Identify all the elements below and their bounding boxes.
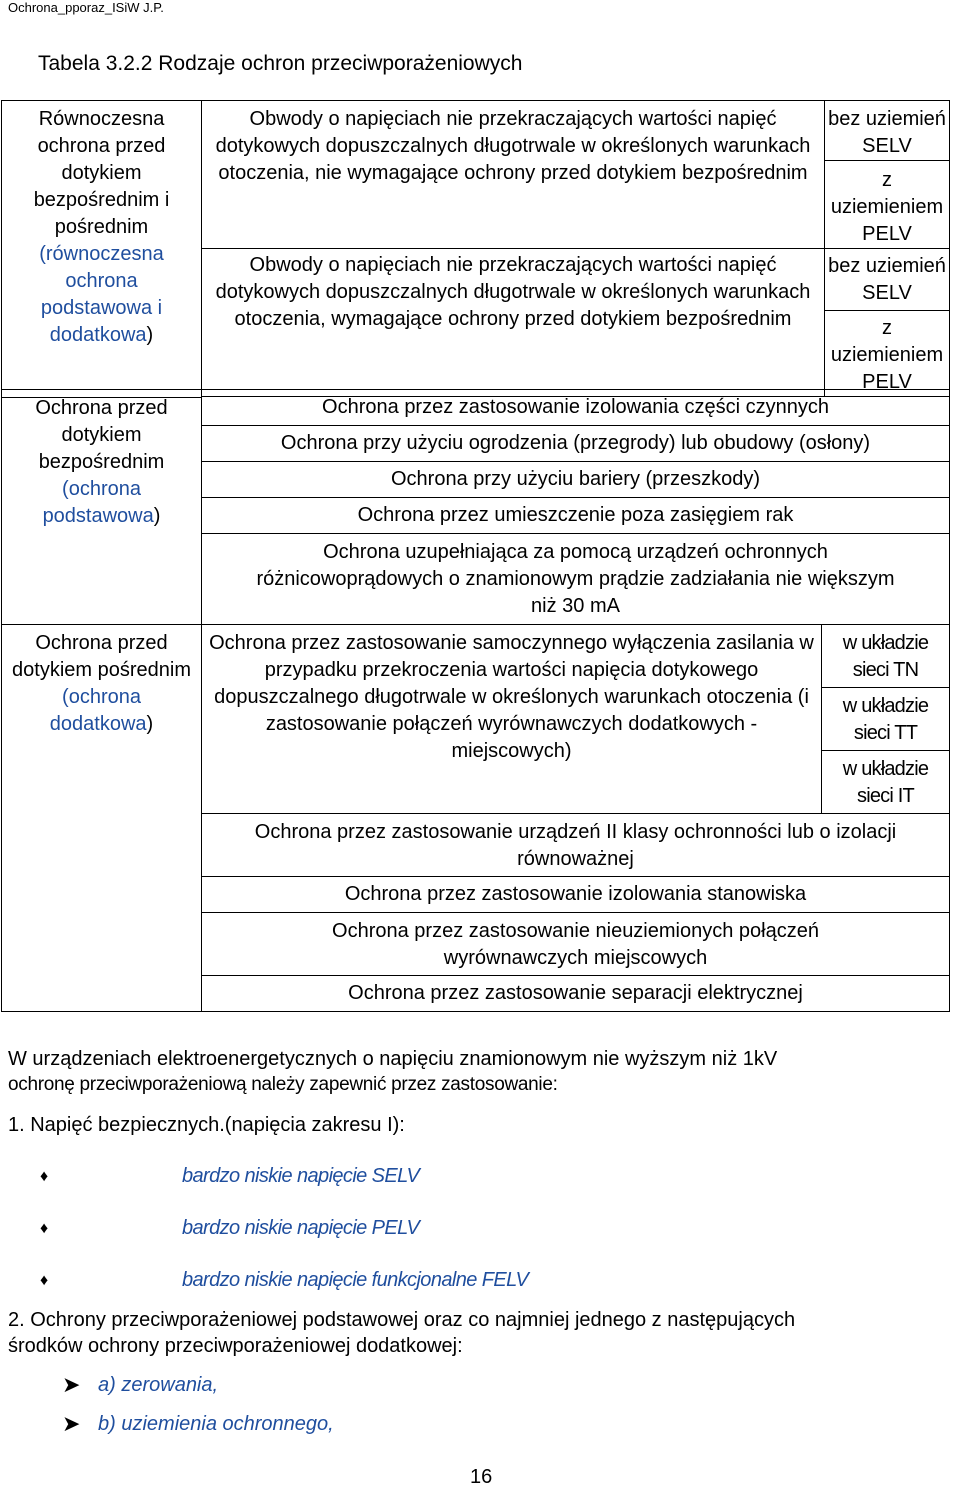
diamond-bullet-icon: ♦ [40, 1220, 49, 1237]
left-cell-indirect [2, 625, 202, 1012]
indirect-protection-4: Ochrona przez zastosowanie separacji elektrycznej [202, 976, 950, 1012]
protection-types-table-lower [1, 389, 950, 1012]
paragraph-intro-line1: W urządzeniach elektroenergetycznych o napięciu znamionowym nie wyższym niż 1kV [8, 1048, 778, 1070]
table-title: Tabela 3.2.2 Rodzaje ochron przeciwporażeniowych [38, 52, 523, 75]
bullet-felv: bardzo niskie napięcie funkcjonalne FELV [182, 1269, 529, 1291]
basic-protection-2: Ochrona przy użyciu ogrodzenia (przegrody) lub obudowy (osłony) [202, 426, 950, 462]
auto-disconnect-description: Ochrona przez zastosowanie samoczynnego wyłączenia zasilania w przypadku przekroczenia wartości napięcia dotykowego dopuszczalnego długotrwale w określonych warunkach otoczenia (i zastosowanie połączeń wyrównawczych dodatkowych - miejscowych) [202, 625, 822, 814]
bullet-pelv: bardzo niskie napięcie PELV [182, 1217, 420, 1239]
paragraph-intro [8, 1046, 958, 1098]
basic-protection-4: Ochrona przez umieszczenie poza zasięgiem rak [202, 498, 950, 534]
list-item-1: 1. Napięć bezpiecznych.(napięcia zakresu I): [8, 1114, 405, 1136]
list-item-2-line2: środków ochrony przeciwporażeniowej dodatkowej: [8, 1335, 463, 1357]
left-cell-1-text: Równoczesna ochrona przed dotykiem bezpośrednim i pośrednim [33, 108, 170, 238]
row-b-sub1b: SELV [862, 282, 912, 304]
row-b-sub2: z uziemieniem [830, 317, 944, 366]
basic-protection-1: Ochrona przez zastosowanie izolowania części czynnych [202, 390, 950, 426]
diamond-bullet-icon: ♦ [40, 1168, 49, 1185]
arrow-bullet-icon: ➤ [62, 1411, 81, 1436]
left-cell-3-text: Ochrona przed dotykiem pośrednim [12, 632, 191, 681]
row-a-sub2b: PELV [862, 223, 912, 245]
basic-protection-5: Ochrona uzupełniająca za pomocą urządzeń ochronnych różnicowoprądowych o znamionowym prądzie zadziałania nie większym niż 30 mA [202, 534, 950, 625]
left-cell-3-note: (ochrona dodatkowa [49, 686, 147, 735]
network-tt: w układzie sieci TT [822, 688, 950, 751]
left-cell-direct [2, 390, 202, 625]
subitem-b: b) uziemienia ochronnego, [98, 1413, 334, 1435]
row-a-sub1b: SELV [862, 135, 912, 157]
row-b-sub1: bez uziemień [828, 255, 946, 277]
row-b-sub2b: PELV [862, 371, 912, 393]
basic-protection-3: Ochrona przy użyciu bariery (przeszkody) [202, 462, 950, 498]
network-it: w układzie sieci IT [822, 751, 950, 814]
indirect-protection-3: Ochrona przez zastosowanie nieuziemionych połączeń wyrównawczych miejscowych [202, 913, 950, 976]
indirect-protection-1: Ochrona przez zastosowanie urządzeń II klasy ochronności lub o izolacji równoważnej [202, 814, 950, 877]
row-a-sub2: z uziemieniem [830, 169, 944, 218]
left-cell-2-paren: ) [153, 505, 161, 527]
row-b-variants [825, 249, 950, 397]
page-number: 16 [470, 1466, 493, 1488]
subitem-a: a) zerowania, [98, 1374, 219, 1396]
row-a-description: Obwody o napięciach nie przekraczających wartości napięć dotykowych dopuszczalnych długotrwale w określonych warunkach otoczenia, nie wymagające ochrony przed dotykiem bezpośrednim [202, 101, 825, 249]
list-item-2 [8, 1307, 958, 1359]
row-a-variants [825, 101, 950, 249]
document-header: Ochrona_pporaz_ISiW J.P. [8, 0, 164, 15]
arrow-bullet-icon: ➤ [62, 1372, 81, 1397]
left-cell-2-note: (ochrona podstawowa [42, 478, 154, 527]
bullet-selv: bardzo niskie napięcie SELV [182, 1165, 420, 1187]
left-cell-3-paren: ) [146, 713, 154, 735]
left-cell-2-text: Ochrona przed dotykiem bezpośrednim [35, 397, 168, 473]
row-b-description: Obwody o napięciach nie przekraczających wartości napięć dotykowych dopuszczalnych długotrwale w określonych warunkach otoczenia, wymagające ochrony przed dotykiem bezpośrednim [202, 249, 825, 397]
left-cell-simultaneous [2, 101, 202, 398]
network-tn: w układzie sieci TN [822, 625, 950, 688]
indirect-protection-2: Ochrona przez zastosowanie izolowania stanowiska [202, 877, 950, 913]
left-cell-1-paren: ) [146, 324, 154, 346]
protection-types-table [1, 100, 950, 398]
row-a-sub1: bez uziemień [828, 108, 946, 130]
left-cell-1-note: (równoczesna ochrona podstawowa i dodatkowa [39, 243, 164, 346]
diamond-bullet-icon: ♦ [40, 1272, 49, 1289]
list-item-2-line1: 2. Ochrony przeciwporażeniowej podstawowej oraz co najmniej jednego z następujących [8, 1309, 796, 1331]
paragraph-intro-line2: ochronę przeciwporażeniową należy zapewnić przez zastosowanie: [8, 1074, 558, 1095]
